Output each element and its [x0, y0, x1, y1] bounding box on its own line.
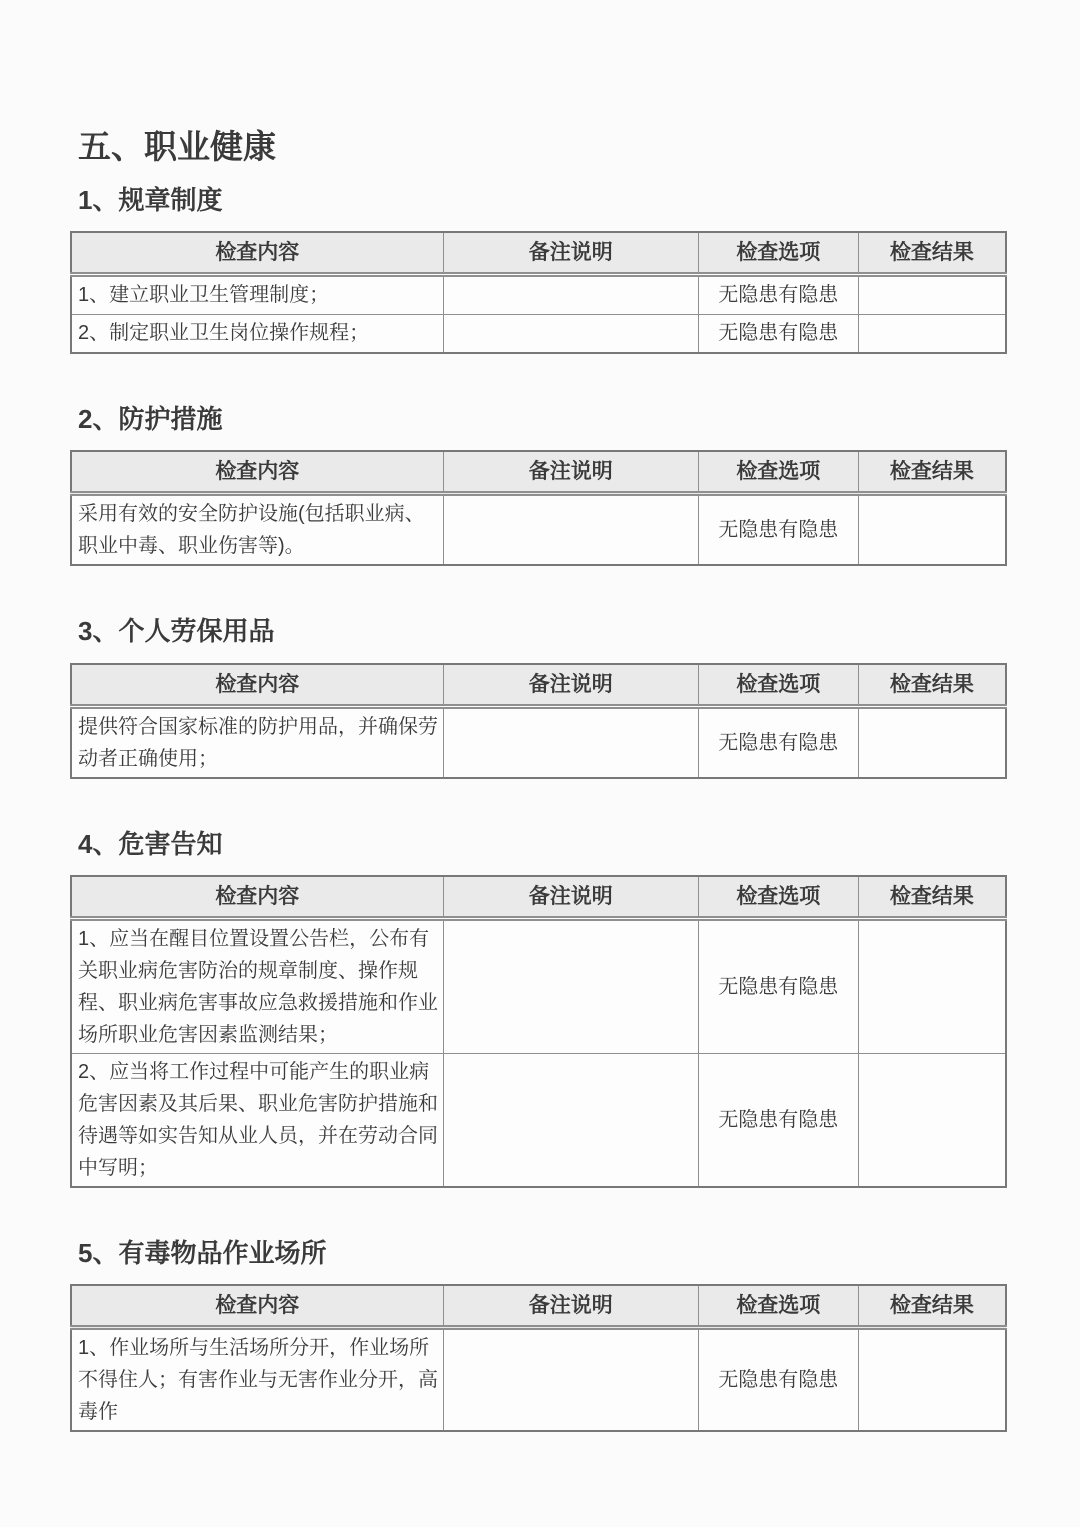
column-header: 检查选项 — [698, 1285, 858, 1328]
cell-content: 1、作业场所与生活场所分开，作业场所不得住人；有害作业与无害作业分开，高毒作 — [71, 1328, 443, 1432]
column-header: 备注说明 — [443, 664, 698, 707]
table-body — [71, 274, 1006, 353]
cell-remark — [443, 706, 698, 778]
page-title: 五、职业健康 — [78, 128, 276, 165]
section — [70, 1237, 1007, 1432]
cell-remark — [443, 274, 698, 314]
table-header-row — [71, 451, 1006, 494]
cell-content: 2、制定职业卫生岗位操作规程； — [71, 314, 443, 353]
cell-result — [858, 706, 1006, 778]
cell-result — [858, 918, 1006, 1053]
checklist-table — [70, 231, 1007, 354]
column-header: 检查选项 — [698, 232, 858, 275]
cell-remark — [443, 494, 698, 566]
cell-options: 无隐患有隐患 — [698, 1328, 858, 1432]
section-title: 2、防护措施 — [78, 403, 223, 434]
section-title: 1、规章制度 — [78, 184, 223, 215]
section-title: 5、有毒物品作业场所 — [78, 1237, 327, 1268]
column-header: 检查内容 — [71, 451, 443, 494]
column-header: 检查结果 — [858, 232, 1006, 275]
section-title: 3、个人劳保用品 — [78, 616, 275, 647]
section-list — [70, 184, 1007, 1432]
cell-options: 无隐患有隐患 — [698, 314, 858, 353]
table-row — [71, 918, 1006, 1053]
column-header: 备注说明 — [443, 1285, 698, 1328]
cell-options: 无隐患有隐患 — [698, 494, 858, 566]
table-row — [71, 314, 1006, 353]
cell-options: 无隐患有隐患 — [698, 706, 858, 778]
table-body — [71, 1328, 1006, 1432]
cell-content: 1、建立职业卫生管理制度； — [71, 274, 443, 314]
cell-content: 提供符合国家标准的防护用品，并确保劳动者正确使用； — [71, 706, 443, 778]
cell-remark — [443, 314, 698, 353]
column-header: 检查结果 — [858, 876, 1006, 919]
column-header: 检查结果 — [858, 451, 1006, 494]
column-header: 检查内容 — [71, 232, 443, 275]
cell-content: 2、应当将工作过程中可能产生的职业病危害因素及其后果、职业危害防护措施和待遇等如实告知从业人员，并在劳动合同中写明； — [71, 1053, 443, 1187]
cell-content: 采用有效的安全防护设施(包括职业病、职业中毒、职业伤害等)。 — [71, 494, 443, 566]
table-row — [71, 274, 1006, 314]
table-body — [71, 918, 1006, 1187]
cell-result — [858, 274, 1006, 314]
column-header: 检查选项 — [698, 451, 858, 494]
checklist-table — [70, 875, 1007, 1188]
cell-remark — [443, 1053, 698, 1187]
table-row — [71, 494, 1006, 566]
cell-result — [858, 314, 1006, 353]
cell-options: 无隐患有隐患 — [698, 1053, 858, 1187]
table-row — [71, 1053, 1006, 1187]
column-header: 检查结果 — [858, 1285, 1006, 1328]
column-header: 检查内容 — [71, 1285, 443, 1328]
column-header: 备注说明 — [443, 232, 698, 275]
cell-result — [858, 1053, 1006, 1187]
checklist-table — [70, 1284, 1007, 1432]
table-row — [71, 706, 1006, 778]
table-row — [71, 1328, 1006, 1432]
section — [70, 618, 1007, 778]
column-header: 检查选项 — [698, 876, 858, 919]
column-header: 检查结果 — [858, 664, 1006, 707]
table-header-row — [71, 664, 1006, 707]
section — [70, 828, 1007, 1188]
section-title: 4、危害告知 — [78, 828, 223, 859]
checklist-table — [70, 663, 1007, 779]
cell-result — [858, 494, 1006, 566]
table-header-row — [71, 1285, 1006, 1328]
column-header: 检查选项 — [698, 664, 858, 707]
checklist-table — [70, 450, 1007, 566]
table-body — [71, 494, 1006, 566]
cell-remark — [443, 918, 698, 1053]
column-header: 备注说明 — [443, 876, 698, 919]
table-body — [71, 706, 1006, 778]
section — [70, 184, 1007, 354]
cell-options: 无隐患有隐患 — [698, 918, 858, 1053]
column-header: 检查内容 — [71, 876, 443, 919]
cell-result — [858, 1328, 1006, 1432]
section — [70, 403, 1007, 566]
cell-options: 无隐患有隐患 — [698, 274, 858, 314]
table-header-row — [71, 876, 1006, 919]
cell-remark — [443, 1328, 698, 1432]
table-header-row — [71, 232, 1006, 275]
cell-content: 1、应当在醒目位置设置公告栏，公布有关职业病危害防治的规章制度、操作规程、职业病危害事故应急救援措施和作业场所职业危害因素监测结果； — [71, 918, 443, 1053]
column-header: 备注说明 — [443, 451, 698, 494]
column-header: 检查内容 — [71, 664, 443, 707]
